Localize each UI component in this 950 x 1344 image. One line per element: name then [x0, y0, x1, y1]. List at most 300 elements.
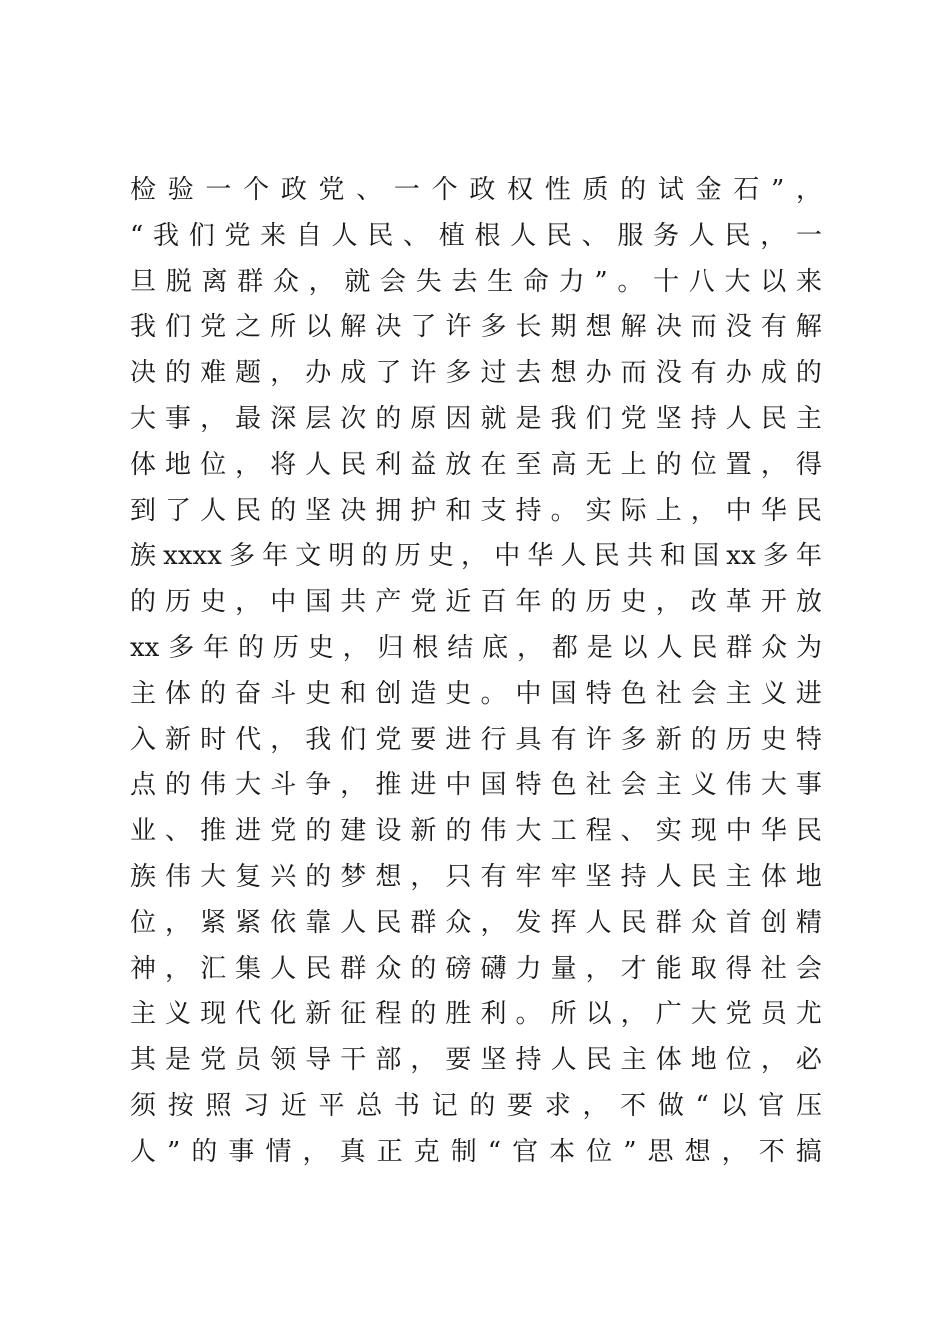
- text-char: 国: [550, 678, 577, 709]
- text-char: 实: [585, 495, 612, 526]
- text-char: 生: [487, 266, 514, 297]
- text-char: 们: [340, 724, 367, 755]
- text-char: 护: [410, 495, 437, 526]
- text-char: 我: [305, 724, 332, 755]
- text-char: 根: [412, 632, 439, 663]
- text-char: 为: [795, 632, 822, 663]
- text-char: 按: [167, 1090, 194, 1121]
- text-char: 难: [200, 358, 227, 389]
- text-char: 工: [550, 816, 577, 847]
- text-char: 革: [725, 587, 752, 618]
- text-char: 之: [235, 312, 262, 343]
- text-char: 大: [690, 999, 717, 1030]
- body-paragraph: [130, 168, 822, 1176]
- text-char: 中: [445, 770, 472, 801]
- text-char: 史: [427, 541, 454, 572]
- text-char: 情: [265, 1136, 292, 1167]
- text-line: [130, 351, 822, 397]
- text-char: 大: [760, 770, 787, 801]
- text-char: 历: [585, 587, 612, 618]
- text-char: 行: [480, 724, 507, 755]
- text-char: 大: [235, 770, 262, 801]
- text-char: 决: [375, 312, 402, 343]
- text-char: 的: [410, 999, 437, 1030]
- text-char: 许: [410, 358, 437, 389]
- text-char: 征: [340, 999, 367, 1030]
- text-char: 体: [655, 1045, 682, 1076]
- text-char: 、: [165, 816, 192, 847]
- text-char: ”: [770, 175, 785, 205]
- text-char: 正: [376, 1136, 403, 1167]
- text-char: 有: [480, 861, 507, 892]
- text-char: 脱: [165, 266, 192, 297]
- text-char: 去: [451, 266, 478, 297]
- text-char: 所: [550, 999, 577, 1030]
- text-char: 共: [626, 541, 653, 572]
- text-char: 的: [305, 861, 332, 892]
- text-char: 的: [165, 358, 192, 389]
- text-char: 根: [474, 220, 501, 251]
- text-char: 民: [760, 403, 787, 434]
- text-char: 领: [270, 1045, 297, 1076]
- text-char: 人: [655, 861, 682, 892]
- text-char: 会: [620, 770, 647, 801]
- text-char: 众: [272, 266, 299, 297]
- text-char: 会: [380, 266, 407, 297]
- text-char: 紧: [200, 907, 227, 938]
- text-char: 们: [188, 220, 215, 251]
- text-char: 胜: [445, 999, 472, 1030]
- text-char: 搞: [795, 1136, 822, 1167]
- text-char: 进: [445, 724, 472, 755]
- text-char: 导: [305, 1045, 332, 1076]
- text-char: 近: [445, 587, 472, 618]
- text-line: [130, 260, 822, 306]
- text-char: 牢: [550, 861, 577, 892]
- text-char: 底: [482, 632, 509, 663]
- text-char: 党: [375, 724, 402, 755]
- text-char: 支: [480, 495, 507, 526]
- text-char: 党: [224, 220, 251, 251]
- text-char: 次: [340, 403, 367, 434]
- text-char: 紧: [235, 907, 262, 938]
- text-char: 党: [318, 175, 345, 205]
- text-char: 个: [243, 175, 270, 205]
- text-char: 群: [410, 907, 437, 938]
- text-char: 须: [130, 1090, 157, 1121]
- text-char: 没: [655, 358, 682, 389]
- text-char: 的: [620, 175, 647, 205]
- text-char: 尤: [795, 999, 822, 1030]
- text-char: ，: [760, 1045, 787, 1076]
- text-char: 历: [272, 632, 299, 663]
- text-char: 官: [758, 1090, 785, 1121]
- text-char: 我: [550, 403, 577, 434]
- text-char: 时: [200, 724, 227, 755]
- text-char: 的: [200, 678, 227, 709]
- text-char: 办: [585, 358, 612, 389]
- text-char: ，: [620, 999, 647, 1030]
- text-char: 主: [655, 770, 682, 801]
- text-char: 持: [690, 403, 717, 434]
- text-char: 金: [695, 175, 722, 205]
- text-char: 离: [201, 266, 228, 297]
- text-char: 来: [795, 266, 822, 297]
- text-char: ，: [342, 632, 369, 663]
- text-char: 想: [375, 861, 402, 892]
- text-char: 点: [130, 770, 157, 801]
- text-char: 群: [726, 632, 753, 663]
- text-char: 石: [733, 175, 760, 205]
- text-char: 至: [515, 449, 542, 480]
- text-char: 文: [295, 541, 322, 572]
- text-char: 试: [657, 175, 684, 205]
- text-char: 成: [340, 358, 367, 389]
- text-char: 程: [585, 816, 612, 847]
- text-line: [130, 214, 822, 260]
- text-char: 有: [550, 724, 577, 755]
- text-char: 事: [228, 1136, 255, 1167]
- text-char: 代: [235, 724, 262, 755]
- text-char: ，: [308, 266, 335, 297]
- text-line: [130, 947, 822, 993]
- text-char: 靠: [305, 907, 332, 938]
- text-char: 务: [653, 220, 680, 251]
- text-char: 的: [305, 816, 332, 847]
- text-char: 华: [760, 816, 787, 847]
- text-char: 党: [270, 816, 297, 847]
- text-char: 的: [375, 403, 402, 434]
- text-char: 们: [585, 403, 612, 434]
- text-char: 置: [725, 449, 752, 480]
- text-char: 众: [445, 907, 472, 938]
- text-char: 政: [469, 175, 496, 205]
- text-char: 检: [130, 175, 157, 205]
- text-char: 开: [760, 587, 787, 618]
- text-char: 期: [550, 312, 577, 343]
- text-char: 多: [168, 632, 195, 663]
- text-line: [130, 809, 822, 855]
- text-char: 命: [522, 266, 549, 297]
- text-char: 中: [725, 495, 752, 526]
- text-char: 持: [515, 495, 542, 526]
- text-char: 会: [795, 953, 822, 984]
- text-char: ，: [516, 632, 543, 663]
- text-char: 群: [340, 953, 367, 984]
- text-char: 主: [130, 678, 157, 709]
- text-char: 拥: [375, 495, 402, 526]
- text-char: 利: [480, 999, 507, 1030]
- text-char: ，: [270, 358, 297, 389]
- text-char: 人: [656, 632, 683, 663]
- text-char: 了: [165, 495, 192, 526]
- text-char: 民: [545, 220, 572, 251]
- text-line: [130, 718, 822, 764]
- text-char: 伟: [165, 861, 192, 892]
- text-char: 。: [617, 266, 644, 297]
- text-char: 精: [795, 907, 822, 938]
- text-char: 史: [307, 632, 334, 663]
- text-char: “: [487, 1136, 502, 1167]
- text-char: 推: [375, 770, 402, 801]
- text-char: 地: [165, 449, 192, 480]
- text-char: 人: [200, 495, 227, 526]
- text-char: 员: [235, 1045, 262, 1076]
- text-char: 人: [510, 220, 537, 251]
- text-char: 人: [130, 1136, 157, 1167]
- text-char: 必: [795, 1045, 822, 1076]
- text-char: 八: [688, 266, 715, 297]
- text-char: 质: [582, 175, 609, 205]
- text-char: 失: [415, 266, 442, 297]
- text-char: 主: [795, 403, 822, 434]
- text-char: 一: [393, 175, 420, 205]
- text-char: 共: [340, 587, 367, 618]
- text-char: 了: [410, 312, 437, 343]
- text-char: 十: [653, 266, 680, 297]
- text-char: 解: [795, 312, 822, 343]
- text-char: 创: [375, 678, 402, 709]
- text-char: 争: [305, 770, 332, 801]
- text-char: 。: [480, 678, 507, 709]
- text-char: 磅: [445, 953, 472, 984]
- text-char: 广: [655, 999, 682, 1030]
- text-char: 要: [445, 1045, 472, 1076]
- text-char: 和: [445, 495, 472, 526]
- text-char: ，: [480, 907, 507, 938]
- text-char: 坚: [585, 861, 612, 892]
- text-char: 人: [331, 220, 358, 251]
- text-char: 大: [200, 861, 227, 892]
- text-char: ”: [594, 266, 608, 297]
- text-char: ，: [200, 403, 227, 434]
- text-char: 制: [450, 1136, 477, 1167]
- text-char: 华: [760, 495, 787, 526]
- text-char: 际: [620, 495, 647, 526]
- text-char: 的: [361, 541, 388, 572]
- text-char: 汇: [200, 953, 227, 984]
- text-line: [130, 672, 822, 718]
- text-char: 国: [693, 541, 720, 572]
- text-char: 人: [340, 907, 367, 938]
- text-char: 党: [725, 999, 752, 1030]
- text-char: 、: [620, 816, 647, 847]
- text-char: 史: [305, 678, 332, 709]
- text-line: [130, 397, 822, 443]
- text-char: 人: [550, 1045, 577, 1076]
- text-char: 程: [375, 999, 402, 1030]
- text-char: 决: [655, 312, 682, 343]
- text-char: 个: [431, 175, 458, 205]
- text-char: 就: [480, 403, 507, 434]
- text-char: 众: [375, 953, 402, 984]
- text-char: 想: [550, 358, 577, 389]
- text-char: 我: [130, 312, 157, 343]
- text-line: [130, 489, 822, 535]
- text-char: 新: [410, 816, 437, 847]
- text-char: 的: [130, 587, 157, 618]
- text-char: 国: [480, 770, 507, 801]
- text-char: 建: [340, 816, 367, 847]
- text-char: 书: [393, 1090, 420, 1121]
- text-char: 许: [445, 312, 472, 343]
- text-char: 是: [515, 403, 542, 434]
- text-char: xx: [130, 632, 160, 663]
- text-line: [130, 1038, 822, 1084]
- text-char: 验: [167, 175, 194, 205]
- text-char: 办: [305, 358, 332, 389]
- text-char: 有: [760, 312, 787, 343]
- text-char: ，: [235, 587, 262, 618]
- text-char: 做: [657, 1090, 684, 1121]
- text-char: 多: [620, 724, 647, 755]
- text-char: 的: [191, 1136, 218, 1167]
- text-char: 力: [515, 953, 542, 984]
- text-char: 民: [620, 907, 647, 938]
- text-char: 一: [795, 220, 822, 251]
- text-char: ，: [655, 587, 682, 618]
- text-char: 民: [724, 220, 751, 251]
- text-char: 牢: [515, 861, 542, 892]
- text-char: 我: [153, 220, 180, 251]
- text-char: ，: [165, 907, 192, 938]
- text-char: 原: [410, 403, 437, 434]
- text-char: 众: [761, 632, 788, 663]
- text-char: 归: [377, 632, 404, 663]
- text-char: 有: [690, 358, 717, 389]
- text-char: 进: [410, 770, 437, 801]
- text-char: 而: [690, 312, 717, 343]
- text-char: 的: [550, 587, 577, 618]
- text-char: 的: [270, 495, 297, 526]
- text-char: 民: [340, 449, 367, 480]
- text-char: 中: [515, 678, 542, 709]
- text-char: 多: [762, 541, 789, 572]
- text-char: 进: [235, 816, 262, 847]
- text-char: 去: [515, 358, 542, 389]
- text-char: 就: [344, 266, 371, 297]
- text-char: 求: [544, 1090, 571, 1121]
- text-char: 民: [375, 907, 402, 938]
- text-char: 历: [165, 587, 192, 618]
- text-char: 政: [280, 175, 307, 205]
- text-char: 长: [515, 312, 542, 343]
- text-char: 位: [690, 449, 717, 480]
- text-char: 华: [527, 541, 554, 572]
- text-char: 民: [305, 953, 332, 984]
- text-char: 色: [620, 678, 647, 709]
- text-char: 年: [515, 587, 542, 618]
- text-char: 人: [560, 541, 587, 572]
- text-char: ，: [302, 1136, 329, 1167]
- text-line: [130, 855, 822, 901]
- text-char: 才: [620, 953, 647, 984]
- text-char: 群: [237, 266, 264, 297]
- text-char: 深: [270, 403, 297, 434]
- text-char: 历: [725, 724, 752, 755]
- text-char: 来: [260, 220, 287, 251]
- text-char: 没: [725, 312, 752, 343]
- text-char: ，: [721, 1136, 748, 1167]
- text-char: 体: [130, 449, 157, 480]
- text-char: 无: [585, 449, 612, 480]
- text-char: 和: [659, 541, 686, 572]
- text-char: 民: [235, 495, 262, 526]
- text-char: 民: [593, 541, 620, 572]
- text-char: 集: [235, 953, 262, 984]
- text-char: 的: [410, 953, 437, 984]
- text-char: 员: [760, 999, 787, 1030]
- text-char: 的: [655, 449, 682, 480]
- text-char: 礴: [480, 953, 507, 984]
- text-char: 只: [445, 861, 472, 892]
- text-char: 人: [725, 403, 752, 434]
- text-char: 特: [515, 770, 542, 801]
- text-char: 现: [690, 816, 717, 847]
- text-char: 色: [550, 770, 577, 801]
- text-char: 推: [200, 816, 227, 847]
- text-char: 一: [205, 175, 232, 205]
- text-char: 多: [445, 358, 472, 389]
- text-char: 因: [445, 403, 472, 434]
- text-char: 设: [375, 816, 402, 847]
- text-char: 其: [130, 1045, 157, 1076]
- text-char: 不: [758, 1136, 785, 1167]
- text-line: [130, 305, 822, 351]
- text-char: 层: [305, 403, 332, 434]
- text-char: 习: [243, 1090, 270, 1121]
- text-char: 创: [760, 907, 787, 938]
- text-char: 持: [620, 861, 647, 892]
- text-char: 解: [340, 312, 367, 343]
- text-char: 记: [431, 1090, 458, 1121]
- text-char: 上: [655, 495, 682, 526]
- text-char: 真: [339, 1136, 366, 1167]
- text-char: 挥: [550, 907, 577, 938]
- text-char: 民: [795, 816, 822, 847]
- text-char: 位: [130, 907, 157, 938]
- text-char: 主: [620, 1045, 647, 1076]
- text-char: 进: [795, 678, 822, 709]
- text-char: 新: [305, 999, 332, 1030]
- text-char: 义: [760, 678, 787, 709]
- text-char: 代: [235, 999, 262, 1030]
- text-line: [130, 992, 822, 1038]
- text-char: 现: [200, 999, 227, 1030]
- text-char: 民: [691, 632, 718, 663]
- text-char: 民: [795, 495, 822, 526]
- text-char: 放: [795, 587, 822, 618]
- text-char: 国: [305, 587, 332, 618]
- text-char: 放: [445, 449, 472, 480]
- text-char: 中: [494, 541, 521, 572]
- text-char: 官: [512, 1136, 539, 1167]
- text-char: 史: [200, 587, 227, 618]
- text-char: 服: [617, 220, 644, 251]
- text-char: 斗: [270, 770, 297, 801]
- text-char: 量: [550, 953, 577, 984]
- text-char: 解: [620, 312, 647, 343]
- text-char: 要: [507, 1090, 534, 1121]
- text-char: 族: [130, 861, 157, 892]
- text-line: [130, 1130, 822, 1176]
- text-char: 想: [684, 1136, 711, 1167]
- text-line: [130, 626, 822, 672]
- text-char: 党: [200, 1045, 227, 1076]
- text-char: 事: [795, 770, 822, 801]
- text-char: 主: [130, 999, 157, 1030]
- text-char: 得: [725, 953, 752, 984]
